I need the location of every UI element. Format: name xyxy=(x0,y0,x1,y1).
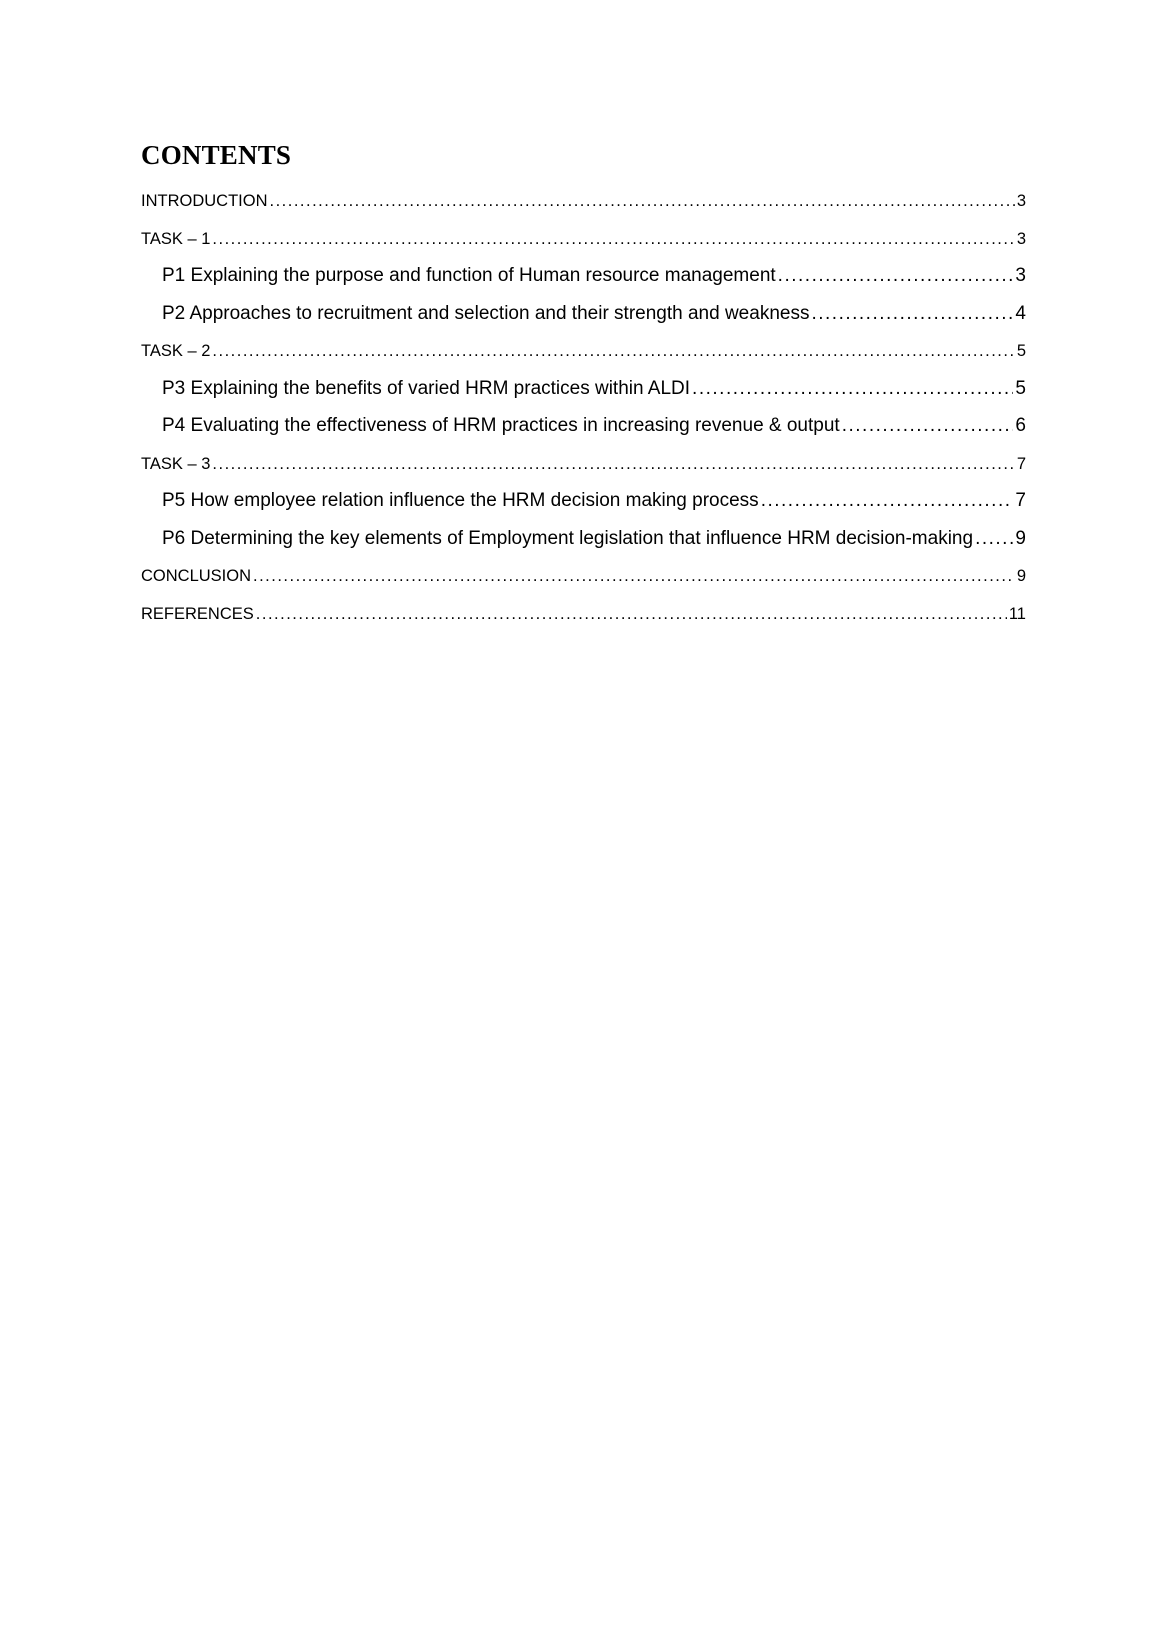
toc-entry-label: TASK – 3 xyxy=(141,454,211,473)
toc-leader-dots xyxy=(256,599,1007,629)
toc-page-number: 5 xyxy=(1016,342,1026,360)
toc-page-number: 9 xyxy=(1016,567,1026,585)
toc-entry-conclusion[interactable] xyxy=(141,561,1026,599)
toc-entry-references[interactable] xyxy=(141,599,1026,637)
toc-leader-dots xyxy=(692,374,1013,404)
toc-leader-dots xyxy=(212,449,1014,479)
toc-entry-label: P5 How employee relation influence the HRM decision making process xyxy=(162,490,759,511)
toc-entry-p6[interactable] xyxy=(141,524,1026,562)
toc-entry-label: P6 Determining the key elements of Employment legislation that influence HRM decision-making xyxy=(162,527,974,549)
contents-heading: CONTENTS xyxy=(141,140,292,170)
table-of-contents xyxy=(141,186,1026,636)
toc-entry-label: TASK – 1 xyxy=(141,229,211,248)
toc-entry-label: P1 Explaining the purpose and function of Human resource management xyxy=(162,265,776,286)
toc-entry-label: P3 Explaining the benefits of varied HRM practices within ALDI xyxy=(162,377,691,399)
toc-entry-task-1[interactable] xyxy=(141,224,1026,262)
toc-entry-p3[interactable] xyxy=(141,374,1026,412)
toc-entry-p5[interactable] xyxy=(141,486,1026,524)
toc-page-number: 9 xyxy=(1015,527,1026,549)
toc-leader-dots xyxy=(811,299,1013,329)
toc-page-number: 11 xyxy=(1008,604,1026,623)
toc-entry-label: P2 Approaches to recruitment and selection and their strength and weakness xyxy=(162,302,810,324)
toc-page-number: 3 xyxy=(1016,229,1026,248)
toc-entry-label: REFERENCES xyxy=(141,604,254,623)
toc-leader-dots xyxy=(778,261,1014,291)
toc-page-number: 6 xyxy=(1015,415,1026,436)
toc-entry-label: CONCLUSION xyxy=(141,567,252,585)
toc-leader-dots xyxy=(842,411,1014,441)
toc-leader-dots xyxy=(761,486,1014,516)
toc-entry-p4[interactable] xyxy=(141,411,1026,449)
toc-page-number: 7 xyxy=(1016,454,1026,473)
toc-page-number: 5 xyxy=(1015,377,1026,399)
toc-page-number: 3 xyxy=(1015,265,1026,286)
toc-page-number: 4 xyxy=(1015,302,1026,324)
toc-leader-dots xyxy=(975,524,1013,554)
toc-leader-dots xyxy=(270,186,1015,216)
toc-entry-p2[interactable] xyxy=(141,299,1026,337)
toc-leader-dots xyxy=(212,336,1014,366)
toc-entry-p1[interactable] xyxy=(141,261,1026,299)
toc-entry-task-3[interactable] xyxy=(141,449,1026,487)
toc-leader-dots xyxy=(212,224,1014,254)
toc-page-number: 7 xyxy=(1015,490,1026,511)
toc-leader-dots xyxy=(253,561,1015,591)
toc-entry-label: INTRODUCTION xyxy=(141,192,268,210)
toc-entry-label: TASK – 2 xyxy=(141,342,211,360)
toc-page-number: 3 xyxy=(1016,192,1026,210)
toc-entry-introduction[interactable] xyxy=(141,186,1026,224)
toc-entry-label: P4 Evaluating the effectiveness of HRM practices in increasing revenue & output xyxy=(162,415,840,436)
toc-entry-task-2[interactable] xyxy=(141,336,1026,374)
